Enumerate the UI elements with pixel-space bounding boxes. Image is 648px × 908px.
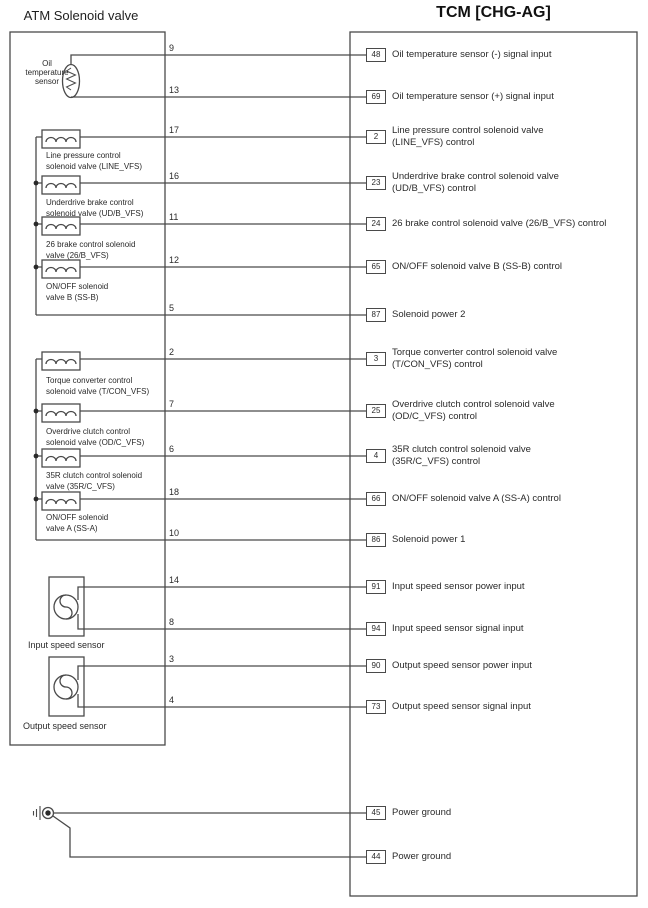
atm-section-title: ATM Solenoid valve [23, 8, 139, 23]
pin-label-line: Output speed sensor signal input [392, 701, 531, 712]
solenoid-symbol-tcon-vfs [42, 352, 80, 370]
label-line: solenoid valve (T/CON_VFS) [46, 387, 150, 396]
pin-label-line: Input speed sensor power input [392, 581, 525, 592]
pin-label-line: (T/CON_VFS) control [392, 359, 483, 370]
label-line: sensor [34, 77, 59, 86]
input-speed-sensor-label: Input speed sensor [28, 640, 105, 650]
pin-box: 90 [366, 659, 386, 673]
solenoid-symbol-line-vfs [42, 130, 80, 148]
wire-number: 5 [169, 303, 175, 313]
label-line: Overdrive clutch control [46, 427, 131, 436]
pin-box: 45 [366, 806, 386, 820]
pin-label [392, 218, 606, 230]
pin-label-line: Solenoid power 1 [392, 534, 466, 545]
solenoid-symbol-35rc-vfs [42, 449, 80, 467]
pin-box: 48 [366, 48, 386, 62]
label-line: valve A (SS-A) [46, 524, 98, 533]
solenoid-label-35rc-vfs [46, 470, 142, 492]
label-line: Underdrive brake control [46, 198, 134, 207]
pin-label-line: Oil temperature sensor (-) signal input [392, 49, 552, 60]
solenoid-symbol-26b-vfs [42, 217, 80, 235]
pin-label-line: ON/OFF solenoid valve A (SS-A) control [392, 493, 561, 504]
solenoid-label-line-vfs [46, 150, 142, 172]
pin-label-line: Power ground [392, 807, 452, 818]
wire-number: 18 [169, 487, 180, 497]
oil-temperature-sensor-label [20, 59, 74, 86]
wire-number: 14 [169, 575, 180, 585]
pin-box: 87 [366, 308, 386, 322]
pin-label [392, 623, 524, 635]
wire-number: 9 [169, 43, 175, 53]
label-line: valve (35R/C_VFS) [46, 482, 115, 491]
tcm-section-title: TCM [CHG-AG] [436, 4, 551, 21]
pin-label [392, 49, 551, 61]
pin-label-line: (OD/C_VFS) control [392, 411, 477, 422]
label-line: solenoid valve (OD/C_VFS) [46, 438, 145, 447]
solenoid-label-26b-vfs [46, 239, 135, 261]
wire-number: 7 [169, 399, 175, 409]
label-line: Oil [42, 59, 52, 68]
pin-label [392, 309, 465, 321]
pin-label-line: ON/OFF solenoid valve B (SS-B) control [392, 261, 562, 272]
wire-number: 6 [169, 444, 175, 454]
wire [71, 55, 366, 65]
pin-label [392, 399, 555, 423]
pin-box: 24 [366, 217, 386, 231]
bus-stubs [36, 137, 42, 267]
wire-number: 4 [169, 695, 175, 705]
wire-number: 17 [169, 125, 180, 135]
pin-box: 91 [366, 580, 386, 594]
label-line: solenoid valve (UD/B_VFS) [46, 209, 144, 218]
pin-box: 73 [366, 700, 386, 714]
pin-label-line: Power ground [392, 851, 452, 862]
wire [78, 587, 366, 600]
input-speed-sensor-symbol [49, 577, 84, 636]
pin-box: 23 [366, 176, 386, 190]
pin-box: 44 [366, 850, 386, 864]
label-line: 35R clutch control solenoid [46, 471, 143, 480]
wire-number: 11 [169, 212, 179, 222]
pin-label [392, 261, 562, 273]
pin-label [392, 171, 559, 195]
solenoid-symbol-udb-vfs [42, 176, 80, 194]
solenoid-label-udb-vfs [46, 197, 143, 219]
label-line: valve (26/B_VFS) [46, 251, 109, 260]
pin-box: 69 [366, 90, 386, 104]
pin-label [392, 660, 532, 672]
pin-label [392, 534, 465, 546]
wire-number: 16 [169, 171, 180, 181]
wire-number: 10 [169, 528, 180, 538]
solenoid-label-tcon-vfs [46, 375, 149, 397]
label-line: Torque converter control [46, 376, 133, 385]
wire-number: 3 [169, 654, 175, 664]
pin-box: 65 [366, 260, 386, 274]
pin-label [392, 493, 561, 505]
pin-label [392, 851, 451, 863]
pin-label-line: (35R/C_VFS) control [392, 456, 481, 467]
pin-label [392, 701, 531, 713]
pin-label-line: (UD/B_VFS) control [392, 183, 476, 194]
pin-label [392, 581, 525, 593]
wire-number: 8 [169, 617, 175, 627]
pin-label [392, 807, 451, 819]
pin-label-line: Underdrive brake control solenoid valve [392, 171, 559, 182]
pin-label-line: Input speed sensor signal input [392, 623, 524, 634]
pin-label-line: Line pressure control solenoid valve [392, 125, 544, 136]
solenoid-symbol-odc-vfs [42, 404, 80, 422]
ground-symbol [34, 806, 54, 820]
output-speed-sensor-label: Output speed sensor [23, 721, 107, 731]
solenoid-label-odc-vfs [46, 426, 144, 448]
pin-label [392, 125, 544, 149]
pin-label-line: Oil temperature sensor (+) signal input [392, 91, 554, 102]
wire-number: 13 [169, 85, 180, 95]
label-line: ON/OFF solenoid [46, 282, 109, 291]
pin-box: 94 [366, 622, 386, 636]
wire [78, 614, 366, 629]
pin-label [392, 444, 531, 468]
wire [78, 694, 366, 707]
label-line: 26 brake control solenoid [46, 240, 136, 249]
solenoid-label-ssa [46, 512, 108, 534]
wire-number: 12 [169, 255, 180, 265]
pin-label-line: Overdrive clutch control solenoid valve [392, 399, 555, 410]
pin-label-line: 35R clutch control solenoid valve [392, 444, 531, 455]
pin-label-line: Torque converter control solenoid valve [392, 347, 558, 358]
solenoid-symbol-ssa [42, 492, 80, 510]
pin-box: 4 [366, 449, 386, 463]
label-line: temperature [25, 68, 69, 77]
wire [78, 666, 366, 680]
wire [53, 816, 366, 857]
pin-box: 3 [366, 352, 386, 366]
bus-stubs [36, 359, 42, 499]
pin-box: 66 [366, 492, 386, 506]
wire-number: 2 [169, 347, 175, 357]
pin-label-line: 26 brake control solenoid valve (26/B_VFS) control [392, 218, 607, 229]
pin-box: 25 [366, 404, 386, 418]
pin-label [392, 347, 557, 371]
pin-box: 86 [366, 533, 386, 547]
pin-box: 2 [366, 130, 386, 144]
label-line: Line pressure control [46, 151, 121, 160]
label-line: valve B (SS-B) [46, 293, 99, 302]
pin-label-line: Output speed sensor power input [392, 660, 532, 671]
solenoid-label-ssb [46, 281, 108, 303]
label-line: ON/OFF solenoid [46, 513, 109, 522]
pin-label-line: Solenoid power 2 [392, 309, 466, 320]
solenoid-symbol-ssb [42, 260, 80, 278]
label-line: solenoid valve (LINE_VFS) [46, 162, 143, 171]
pin-label [392, 91, 554, 103]
pin-label-line: (LINE_VFS) control [392, 137, 475, 148]
